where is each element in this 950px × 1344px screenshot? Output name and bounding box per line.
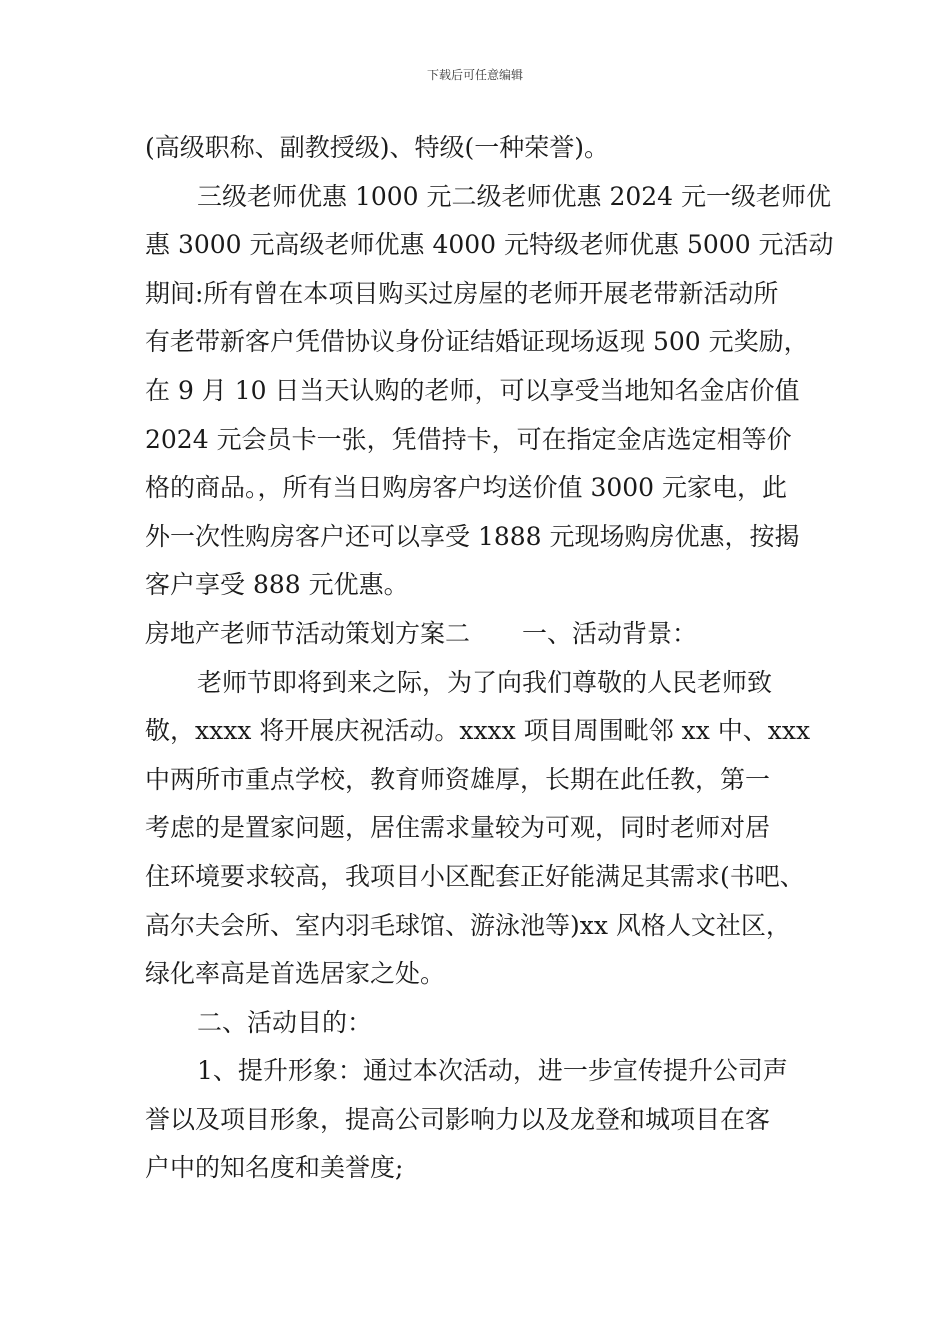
text-line: 期间:所有曾在本项目购买过房屋的老师开展老带新活动所: [145, 278, 779, 308]
text-line: 惠 3000 元高级老师优惠 4000 元特级老师优惠 5000 元活动: [145, 230, 834, 260]
section-subheading: 一、活动背景：: [522, 618, 698, 648]
text-line: 敬，xxxx 将开展庆祝活动。xxxx 项目周围毗邻 xx 中、xxx: [145, 716, 811, 746]
text-line: 格的商品。，所有当日购房客户均送价值 3000 元家电，此: [145, 473, 788, 503]
document-body: [145, 124, 834, 1193]
section-title: 房地产老师节活动策划方案二: [145, 618, 471, 648]
text-line: 客户享受 888 元优惠。: [145, 570, 409, 600]
text-line: 绿化率高是首选居家之处。: [145, 959, 446, 989]
text-line: 考虑的是置家问题，居住需求量较为可观，同时老师对居: [145, 813, 771, 843]
text-line: 在 9 月 10 日当天认购的老师，可以享受当地知名金店价值: [145, 375, 800, 405]
text-line: 有老带新客户凭借协议身份证结婚证现场返现 500 元奖励，: [145, 327, 809, 357]
text-line: 住环境要求较高，我项目小区配套正好能满足其需求(书吧、: [145, 861, 805, 891]
text-line: 中两所市重点学校，教育师资雄厚，长期在此任教，第一: [145, 764, 771, 794]
section-heading-line: [145, 610, 813, 659]
text-line: 2024 元会员卡一张，凭借持卡，可在指定金店选定相等价: [145, 424, 792, 454]
subheading-line: 二、活动目的：: [197, 1007, 373, 1037]
text-line: (高级职称、副教授级)、特级(一种荣誉)。: [145, 133, 610, 162]
text-line: 老师节即将到来之际，为了向我们尊敬的人民老师致: [197, 667, 773, 697]
page-header: 下载后可任意编辑: [426, 68, 523, 82]
text-line: 户中的知名度和美誉度;: [145, 1153, 404, 1183]
text-line: 三级老师优惠 1000 元二级老师优惠 2024 元一级老师优: [197, 181, 832, 211]
text-line: 1、提升形象：通过本次活动，进一步宣传提升公司声: [197, 1056, 788, 1086]
text-line: 誉以及项目形象，提高公司影响力以及龙登和城项目在客: [145, 1104, 771, 1134]
text-line: 高尔夫会所、室内羽毛球馆、游泳池等)xx 风格人文社区，: [145, 910, 791, 940]
text-line: 外一次性购房客户还可以享受 1888 元现场购房优惠，按揭: [145, 521, 800, 551]
